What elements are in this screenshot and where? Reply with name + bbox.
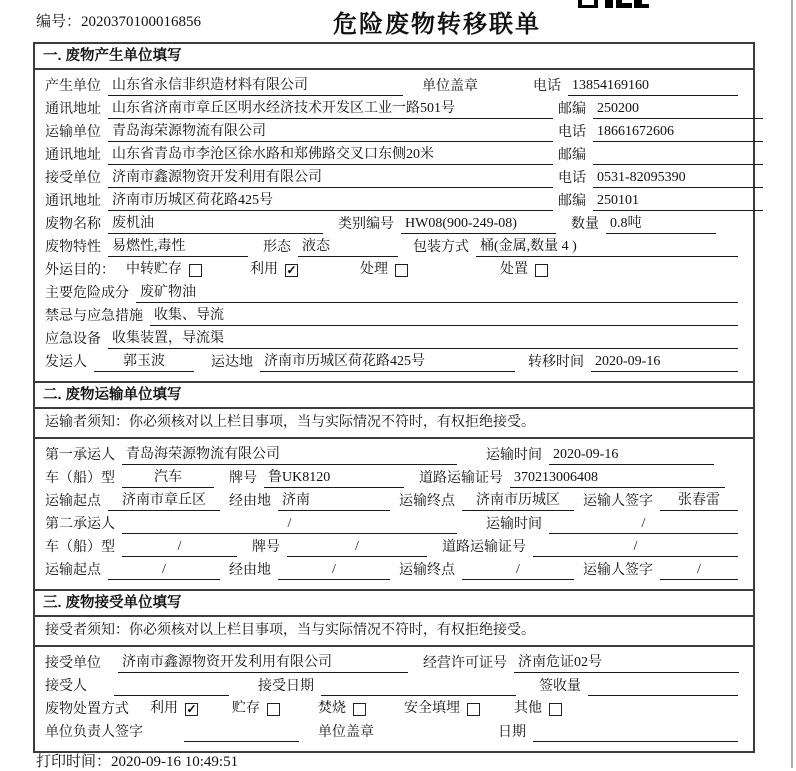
section-body [35, 439, 753, 589]
form-row [35, 74, 753, 97]
form-row [35, 443, 753, 466]
field-value: 青岛海荣源物流有限公司 [108, 122, 553, 142]
field-value: 山东省永信非织造材料有限公司 [108, 76, 403, 96]
form-row [35, 489, 753, 512]
checkbox-label: 处理 [360, 262, 388, 277]
field-value: / [108, 560, 220, 580]
field-value: 山东省青岛市李沧区徐水路和郑佛路交叉口东侧20米 [108, 145, 553, 165]
section-title: 二. 废物运输单位填写 [35, 381, 753, 409]
field-label: 废物处置方式 [45, 702, 129, 717]
form-row [35, 720, 753, 743]
form-row [35, 143, 753, 166]
field-label: 应急设备 [45, 332, 101, 347]
field-label: 单位负责人签字 [45, 725, 143, 740]
section-title: 一. 废物产生单位填写 [35, 44, 753, 70]
field-value: / [533, 537, 738, 557]
form-row [35, 651, 753, 674]
field-value: 济南市鑫源物资开发利用有限公司 [108, 168, 553, 188]
manifest-form-table [33, 42, 755, 753]
field-value: 张春雷 [660, 491, 738, 511]
checkbox-label: 其他 [514, 701, 542, 716]
field-label: 第二承运人 [45, 517, 115, 532]
checkbox-checked-icon: ✓ [286, 262, 297, 277]
field-label: 废物名称 [45, 217, 101, 232]
field-label: 邮编 [558, 194, 586, 209]
field-label: 数量 [571, 217, 599, 232]
field-label: 运输人签字 [583, 563, 653, 578]
field-value: 废矿物油 [136, 283, 738, 303]
field-label: 外运目的： [45, 263, 115, 278]
field-label: 经由地 [229, 563, 271, 578]
field-value [114, 695, 229, 696]
checkbox-group [150, 700, 198, 718]
field-label: 通讯地址 [45, 102, 101, 117]
field-value: 济南市章丘区 [108, 491, 220, 511]
field-value [533, 741, 738, 742]
field-value: / [462, 560, 574, 580]
field-value: / [122, 537, 237, 557]
page-title: 危险废物转移联单 [333, 11, 541, 38]
checkbox-group [126, 261, 202, 279]
field-label: 禁忌与应急措施 [45, 309, 143, 324]
section-title: 三. 废物接受单位填写 [35, 589, 753, 617]
field-label: 牌号 [252, 540, 280, 555]
form-row [35, 512, 753, 535]
field-value: 山东省济南市章丘区明水经济技术开发区工业一路501号 [108, 99, 553, 119]
form-row [35, 558, 753, 581]
field-value: 0.8吨 [606, 214, 716, 234]
field-label: 接受日期 [258, 679, 314, 694]
section-body [35, 647, 753, 751]
checkbox-unchecked-icon [549, 703, 562, 716]
field-value: 济南市历城区荷花路425号 [260, 352, 515, 372]
field-label: 接受单位 [45, 656, 101, 671]
field-label: 单位盖章 [422, 79, 478, 94]
field-value: HW08(900-249-08) [401, 214, 556, 234]
checkbox-label: 中转贮存 [126, 262, 182, 277]
checkbox-unchecked-icon [267, 703, 280, 716]
field-label: 发运人 [45, 355, 87, 370]
field-label: 运输起点 [45, 563, 101, 578]
checkbox-label: 贮存 [232, 701, 260, 716]
field-label: 主要危险成分 [45, 286, 129, 301]
print-time-value: 2020-09-16 10:49:51 [111, 754, 239, 770]
form-row [35, 97, 753, 120]
checkbox-unchecked-icon [535, 264, 548, 277]
form-row [35, 350, 753, 373]
section-body [35, 70, 753, 381]
field-value [588, 695, 738, 696]
field-label: 运输时间 [486, 448, 542, 463]
field-value: 液态 [298, 237, 398, 257]
checkbox-unchecked-icon [189, 264, 202, 277]
field-value: 废机油 [108, 214, 323, 234]
checkbox-label: 利用 [250, 262, 278, 277]
field-label: 形态 [263, 240, 291, 255]
field-value: 郭玉波 [94, 352, 194, 372]
form-row [35, 304, 753, 327]
field-value: 汽车 [122, 468, 214, 488]
field-label: 运达地 [211, 355, 253, 370]
form-row [35, 674, 753, 697]
field-label: 单位盖章 [318, 725, 374, 740]
field-label: 经营许可证号 [423, 656, 507, 671]
field-value: 370213006408 [510, 468, 725, 488]
field-value [321, 695, 516, 696]
field-value: 18661672606 [593, 122, 763, 142]
checkbox-label: 安全填埋 [404, 701, 460, 716]
field-value: 桶(金属,数量 4 ) [476, 237, 738, 257]
field-label: 邮编 [558, 102, 586, 117]
field-value: / [549, 514, 738, 534]
checkbox-unchecked-icon [353, 703, 366, 716]
field-value: / [278, 560, 390, 580]
field-value: 鲁UK8120 [264, 468, 404, 488]
field-value: 收集装置，导流渠 [108, 329, 738, 349]
form-row [35, 697, 753, 720]
qr-code-fragment [578, 0, 650, 9]
field-label: 邮编 [558, 148, 586, 163]
field-label: 日期 [498, 725, 526, 740]
field-value: 济南市鑫源物资开发利用有限公司 [118, 653, 408, 673]
form-row [35, 281, 753, 304]
field-label: 运输起点 [45, 494, 101, 509]
form-row [35, 166, 753, 189]
serial-value: 2020370100016856 [81, 14, 202, 30]
checkbox-group [500, 261, 548, 279]
section-notice: 运输者须知：你必须核对以上栏目事项，当与实际情况不符时，有权拒绝接受。 [35, 409, 753, 439]
field-label: 运输终点 [399, 494, 455, 509]
field-label: 第一承运人 [45, 448, 115, 463]
form-row [35, 189, 753, 212]
field-value: 2020-09-16 [549, 445, 714, 465]
field-value: 济南 [278, 491, 390, 511]
field-label: 车（船）型 [45, 471, 115, 486]
checkbox-group [514, 700, 562, 718]
field-value: 易燃性,毒性 [108, 237, 248, 257]
print-time-label: 打印时间： [36, 754, 112, 770]
serial-label: 编号： [36, 14, 82, 30]
field-label: 运输时间 [486, 517, 542, 532]
field-label: 包装方式 [413, 240, 469, 255]
field-value: 0531-82095390 [593, 168, 763, 188]
field-label: 废物特性 [45, 240, 101, 255]
field-label: 电话 [533, 79, 561, 94]
field-label: 类别编号 [338, 217, 394, 232]
field-label: 运输人签字 [583, 494, 653, 509]
field-label: 通讯地址 [45, 194, 101, 209]
field-label: 车（船）型 [45, 540, 115, 555]
field-label: 转移时间 [528, 355, 584, 370]
field-label: 道路运输证号 [419, 471, 503, 486]
field-label: 签收量 [539, 679, 581, 694]
checkbox-checked-icon: ✓ [186, 701, 197, 716]
field-label: 接受单位 [45, 171, 101, 186]
field-value: 13854169160 [568, 76, 738, 96]
field-label: 电话 [558, 125, 586, 140]
form-row [35, 120, 753, 143]
form-row [35, 258, 753, 281]
field-value: 济南市历城区荷花路425号 [108, 191, 553, 211]
form-row [35, 212, 753, 235]
form-row [35, 327, 753, 350]
field-value [184, 741, 299, 742]
field-label: 通讯地址 [45, 148, 101, 163]
field-value: / [122, 514, 457, 534]
field-value: 收集、导流 [150, 306, 738, 326]
checkbox-group [250, 261, 298, 279]
field-label: 道路运输证号 [442, 540, 526, 555]
field-label: 电话 [558, 171, 586, 186]
checkbox-group [232, 700, 280, 718]
field-value: 济南危证02号 [514, 653, 739, 673]
checkbox-unchecked-icon [395, 264, 408, 277]
form-row [35, 235, 753, 258]
checkbox-label: 处置 [500, 262, 528, 277]
field-label: 运输单位 [45, 125, 101, 140]
field-value: 2020-09-16 [591, 352, 738, 372]
section-notice: 接受者须知：你必须核对以上栏目事项，当与实际情况不符时，有权拒绝接受。 [35, 617, 753, 647]
field-value: / [287, 537, 427, 557]
form-row [35, 466, 753, 489]
field-label: 经由地 [229, 494, 271, 509]
page-edge-line [791, 0, 793, 768]
field-label: 接受人 [45, 679, 87, 694]
checkbox-unchecked-icon [467, 703, 480, 716]
checkbox-group [318, 700, 366, 718]
field-value: 250101 [593, 191, 763, 211]
checkbox-label: 焚烧 [318, 701, 346, 716]
field-value [593, 164, 763, 165]
field-label: 牌号 [229, 471, 257, 486]
checkbox-group [404, 700, 480, 718]
checkbox-group [360, 261, 408, 279]
field-value: 青岛海荣源物流有限公司 [122, 445, 457, 465]
field-label: 产生单位 [45, 79, 101, 94]
field-value: / [660, 560, 738, 580]
field-label: 运输终点 [399, 563, 455, 578]
field-value: 250200 [593, 99, 763, 119]
form-row [35, 535, 753, 558]
checkbox-label: 利用 [150, 701, 178, 716]
field-value: 济南市历城区 [462, 491, 574, 511]
